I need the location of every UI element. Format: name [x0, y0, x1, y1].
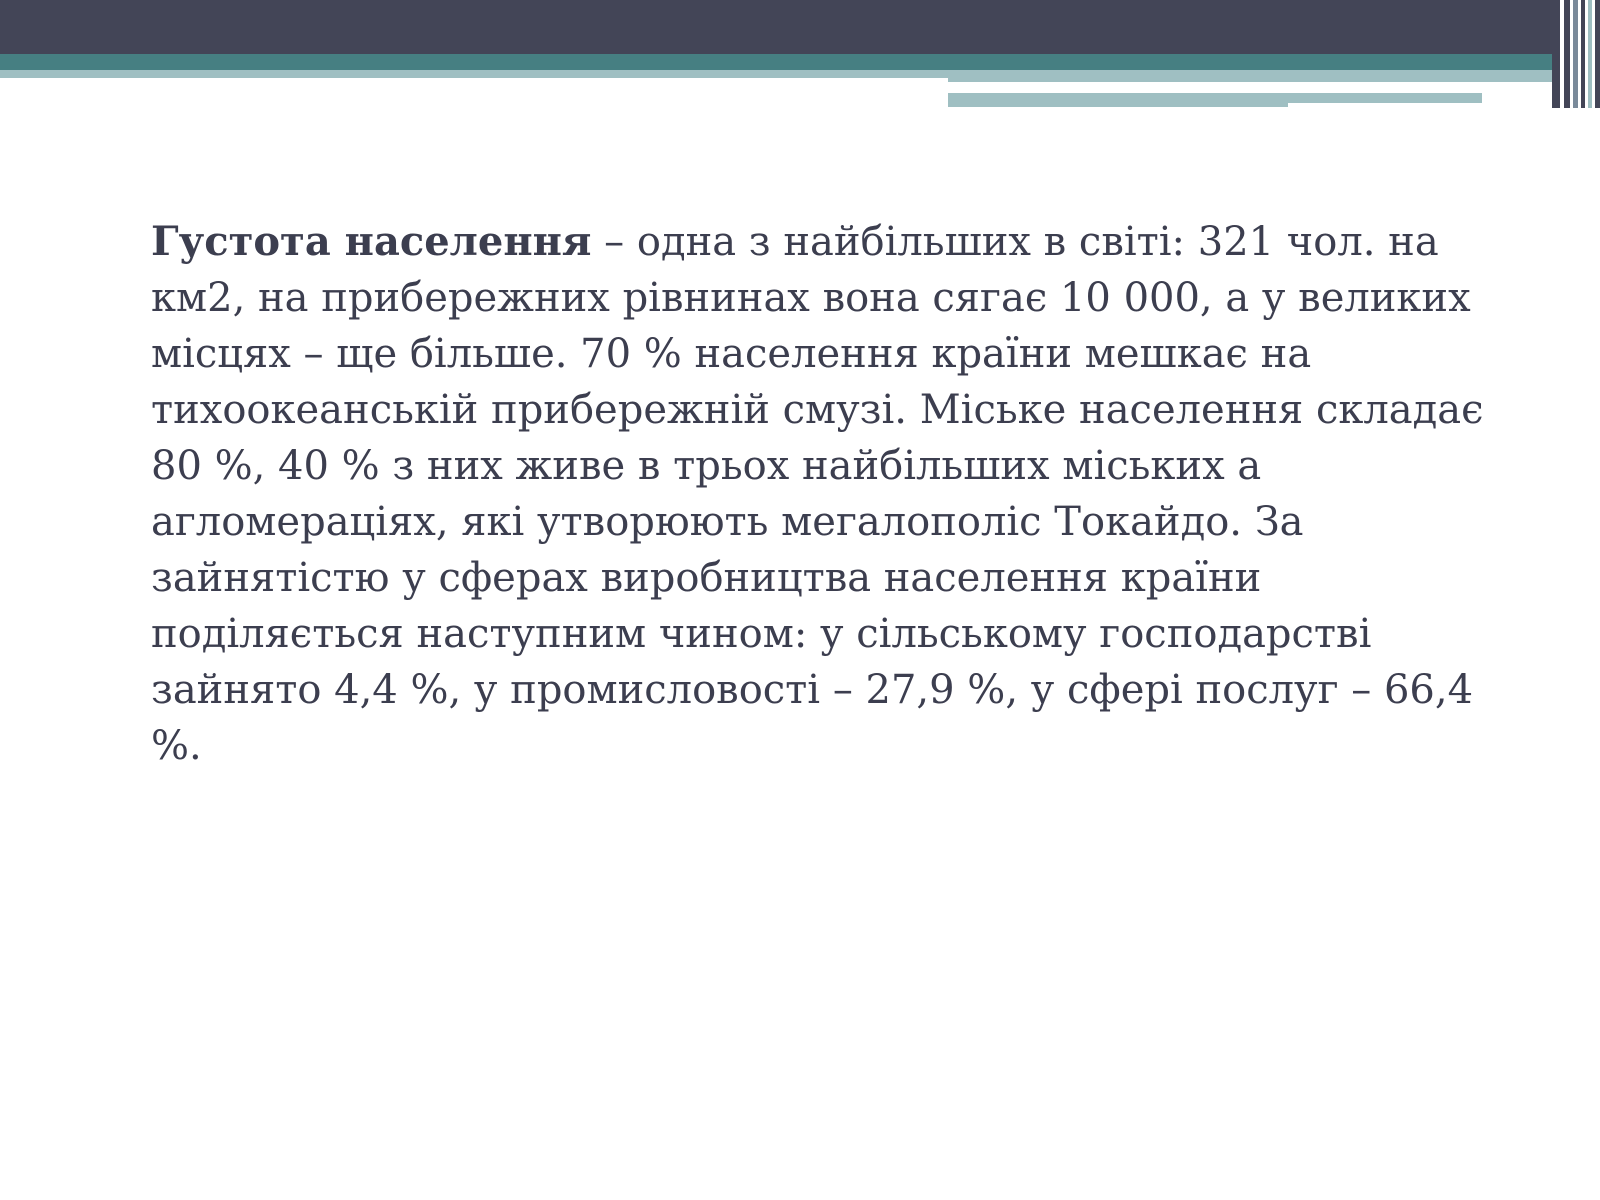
header-band-teal	[0, 54, 1600, 70]
header-band-light-right	[948, 70, 1600, 82]
header-white-line	[948, 86, 1482, 91]
edge-stripes-decoration	[1552, 0, 1600, 108]
header-band-dark	[0, 0, 1600, 54]
header-band-light-left	[0, 70, 948, 78]
header-band-light-lower-short	[1288, 93, 1482, 103]
header-band-light-lower	[948, 93, 1288, 107]
slide-body-text	[151, 214, 1491, 774]
lead-term: Густота населення	[151, 218, 592, 265]
body-paragraph: – одна з найбільших в світі: 321 чол. на км2, на прибережних рівнинах вона сягає 10 000, а у великих місцях – ще більше. 70 % населення країни мешкає на тихоокеанській прибережній смузі. Міське населення складає 80 %, 40 % з них живе в трьох найбільших міських а агломераціях, які утворюють мегалополіс Токайдо. За зайнятістю у сферах виробництва населення країни поділяється наступним чином: у сільському господарстві зайнято 4,4 %, у промисловості – 27,9 %, у сфері послуг – 66,4 %.	[151, 219, 1484, 769]
